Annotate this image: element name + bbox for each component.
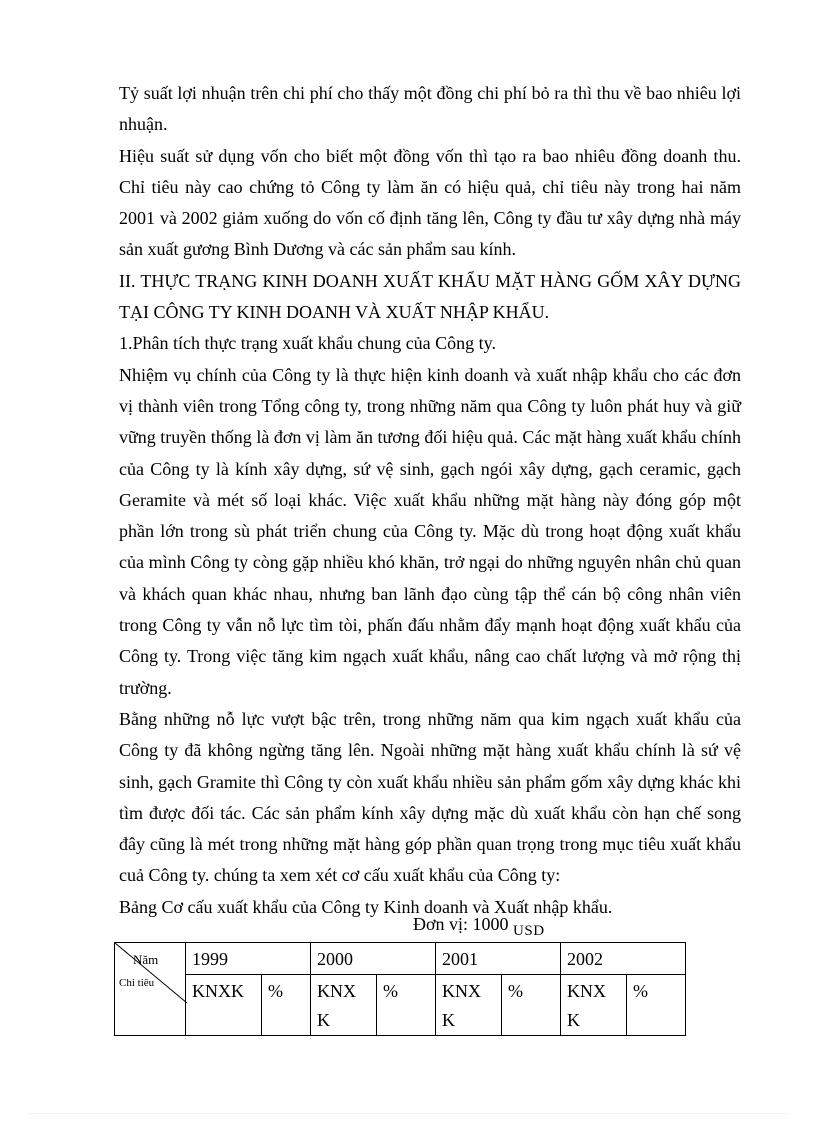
corner-criteria-label: Chỉ tiêu: [119, 977, 155, 989]
corner-year-label: Năm: [133, 952, 159, 967]
year-header: 2001: [436, 943, 561, 975]
table-header-row-years: [115, 943, 686, 975]
table-caption: Bảng Cơ cấu xuất khẩu của Công ty Kinh doanh và Xuất nhập khẩu.: [119, 896, 613, 917]
page-bottom-rule: [28, 1113, 788, 1114]
year-header: 1999: [186, 943, 311, 975]
metric-header-knxk: KNX K: [561, 975, 627, 1036]
year-header: 2000: [311, 943, 436, 975]
unit-label: [413, 914, 545, 939]
year-header: 2002: [561, 943, 686, 975]
metric-header-knxk: KNXK: [186, 975, 262, 1036]
table-corner-cell: [115, 943, 186, 1036]
paragraph-main-task: Nhiệm vụ chính của Công ty là thực hiện kinh doanh và xuất nhập khẩu cho các đơn vị thành viên trong Tổng công ty, trong những năm qua Công ty luôn phát huy và giữ vững truyền thống là đơn vị làm ăn tương đối hiệu quả. Các mặt hàng xuất khẩu chính của Công ty là kính xây dựng, sứ vệ sinh, gạch ngói xây dựng, gạch ceramic, gạch Geramite và mét số loại khác. Việc xuất khẩu những mặt hàng này đóng góp một phần lớn trong sù phát triển chung của Công ty. Mặc dù trong hoạt động xuất khẩu của mình Công ty còng gặp nhiều khó khăn, trở ngại do những nguyên nhân chủ quan và khách quan khác nhau, nhưng ban lãnh đạo cùng tập thể cán bộ công nhân viên trong Công ty vẫn nỗ lực tìm tòi, phấn đấu nhằm đẩy mạnh hoạt động xuất khẩu của Công ty. Trong việc tăng kim ngạch xuất khẩu, nâng cao chất lượng và mở rộng thị trường.: [119, 364, 741, 698]
body-text: [119, 78, 741, 923]
section-heading: II. THỰC TRẠNG KINH DOANH XUẤT KHẨU MẶT HÀNG GỐM XÂY DỰNG TẠI CÔNG TY KINH DOANH VÀ XUẤT NHẬP KHẨU.: [119, 270, 741, 323]
metric-header-knxk: KNX K: [311, 975, 377, 1036]
metric-header-percent: %: [377, 975, 436, 1036]
metric-header-knxk: KNX K: [436, 975, 502, 1036]
unit-currency: USD: [513, 923, 545, 939]
unit-prefix: Đơn vị: 1000: [413, 914, 514, 934]
metric-header-percent: %: [262, 975, 311, 1036]
table-header-row-metrics: [115, 975, 686, 1036]
paragraph-capital-efficiency: Hiệu suất sử dụng vốn cho biết một đồng vốn thì tạo ra bao nhiêu đồng doanh thu. Chỉ tiêu này cao chứng tỏ Công ty làm ăn có hiệu quả, chỉ tiêu này trong hai năm 2001 và 2002 giảm xuống do vốn cố định tăng lên, Công ty đầu tư xây dựng nhà máy sản xuất gương Bình Dương và các sản phẩm sau kính.: [119, 145, 741, 260]
metric-header-percent: %: [502, 975, 561, 1036]
metric-header-percent: %: [627, 975, 686, 1036]
paragraph-export-growth: Bằng những nỗ lực vượt bậc trên, trong những năm qua kim ngạch xuất khẩu của Công ty đã không ngừng tăng lên. Ngoài những mặt hàng xuất khẩu chính là sứ vệ sinh, gạch Gramite thì Công ty còn xuất khẩu nhiều sản phẩm gốm xây dựng khác khi tìm được đối tác. Các sản phẩm kính xây dựng mặc dù xuất khẩu còn hạn chế song đây cũng là mét trong những mặt hàng góp phần quan trọng trong mục tiêu xuất khẩu cuả Công ty. chúng ta xem xét cơ cấu xuất khẩu của Công ty:: [119, 708, 741, 886]
paragraph-profit-ratio: Tỷ suất lợi nhuận trên chi phí cho thấy một đồng chi phí bỏ ra thì thu về bao nhiêu lợi nhuận.: [119, 83, 741, 135]
export-structure-table: [114, 942, 686, 1036]
subsection-heading: 1.Phân tích thực trạng xuất khẩu chung của Công ty.: [119, 333, 497, 354]
